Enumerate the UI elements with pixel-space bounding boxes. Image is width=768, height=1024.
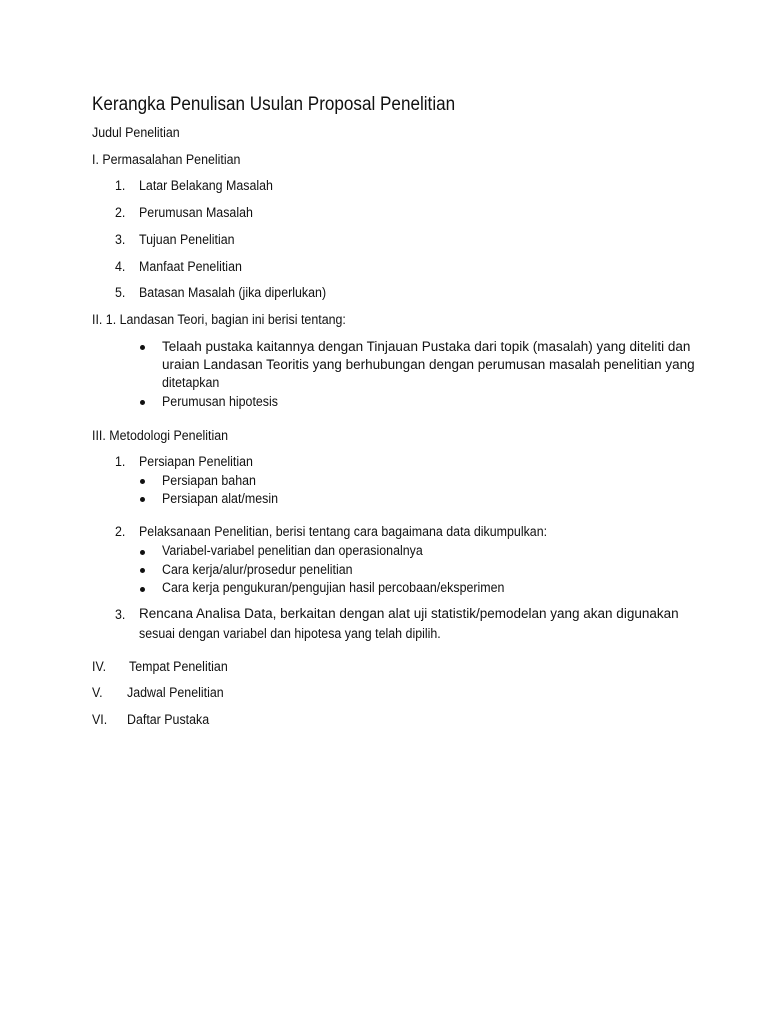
section-5-number: V. [92, 685, 103, 700]
bullet-icon [140, 400, 145, 405]
document-title: Kerangka Penulisan Usulan Proposal Penelitian [92, 94, 456, 115]
paragraph-line: sesuai dengan variabel dan hipotesa yang telah dipilih. [139, 626, 441, 641]
list-item: Latar Belakang Masalah [139, 178, 273, 193]
section-4-heading: Tempat Penelitian [129, 659, 228, 674]
list-item: Manfaat Penelitian [139, 259, 242, 274]
list-item: Pelaksanaan Penelitian, berisi tentang cara bagaimana data dikumpulkan: [139, 524, 548, 539]
list-number: 3. [115, 607, 126, 622]
section-5-heading: Jadwal Penelitian [127, 685, 224, 700]
section-1-heading: I. Permasalahan Penelitian [92, 152, 241, 167]
judul-penelitian: Judul Penelitian [92, 125, 180, 140]
list-item: Cara kerja/alur/prosedur penelitian [162, 562, 353, 577]
list-number: 4. [115, 259, 126, 274]
list-item: Variabel-variabel penelitian dan operasionalnya [162, 543, 423, 558]
paragraph-line: Rencana Analisa Data, berkaitan dengan alat uji statistik/pemodelan yang akan digunakan [139, 606, 679, 621]
bullet-icon [140, 587, 145, 592]
section-6-heading: Daftar Pustaka [127, 712, 210, 727]
bullet-icon [140, 550, 145, 555]
list-number: 5. [115, 285, 126, 300]
bullet-icon [140, 568, 145, 573]
list-item: Perumusan Masalah [139, 205, 253, 220]
list-item: Tujuan Penelitian [139, 232, 235, 247]
list-item: Batasan Masalah (jika diperlukan) [139, 285, 327, 300]
list-item: Perumusan hipotesis [162, 394, 278, 409]
list-item: Persiapan bahan [162, 473, 256, 488]
paragraph-line: uraian Landasan Teoritis yang berhubungan dengan perumusan masalah penelitian yang [162, 357, 695, 372]
list-item: Persiapan Penelitian [139, 454, 253, 469]
section-2-heading: II. 1. Landasan Teori, bagian ini berisi tentang: [92, 312, 346, 327]
list-number: 2. [115, 524, 126, 539]
list-item: Cara kerja pengukuran/pengujian hasil percobaan/eksperimen [162, 580, 505, 595]
section-4-number: IV. [92, 659, 107, 674]
section-3-heading: III. Metodologi Penelitian [92, 428, 229, 443]
bullet-icon [140, 497, 145, 502]
list-number: 3. [115, 232, 126, 247]
paragraph-line: Telaah pustaka kaitannya dengan Tinjauan Pustaka dari topik (masalah) yang diteliti dan [162, 339, 691, 354]
list-item: Persiapan alat/mesin [162, 491, 278, 506]
list-number: 1. [115, 178, 126, 193]
paragraph-line: ditetapkan [162, 375, 220, 390]
section-6-number: VI. [92, 712, 108, 727]
bullet-icon [140, 345, 145, 350]
list-number: 2. [115, 205, 126, 220]
bullet-icon [140, 479, 145, 484]
list-number: 1. [115, 454, 126, 469]
